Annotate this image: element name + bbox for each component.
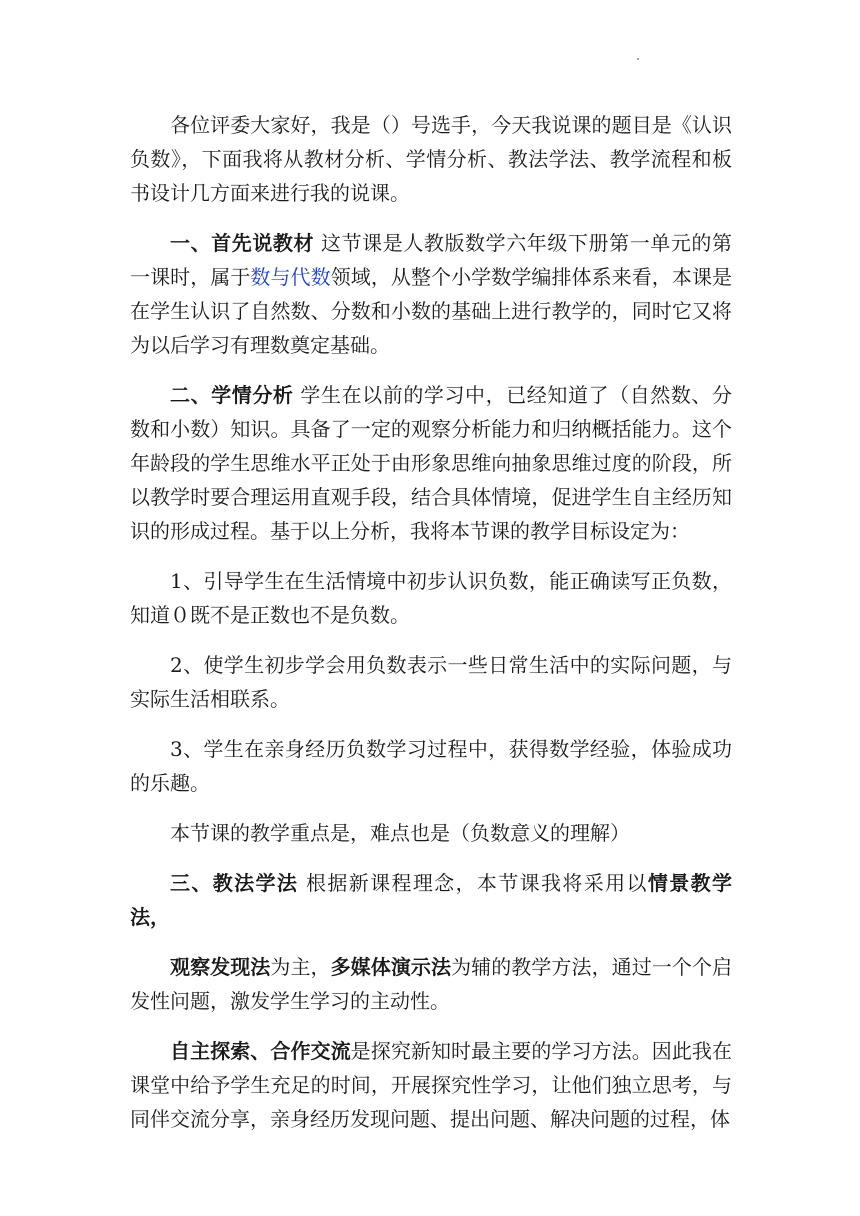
intro-text: 各位评委大家好，我是（）号选手，今天我说课的题目是《认识负数》，下面我将从教材分析、学情分析、教法学法、教学流程和板书设计几方面来进行我的说课。: [130, 113, 732, 205]
learning-method-bold: 自主探索、合作交流: [170, 1039, 351, 1063]
method-multimedia: 多媒体演示法: [330, 955, 452, 979]
method-observation: 观察发现法: [170, 955, 271, 979]
section-methods-text-a: 根据新课程理念，本节课我将采用以: [298, 871, 648, 895]
goal-item: [130, 564, 732, 632]
section-students: [130, 378, 732, 548]
section-learning-methods: [130, 1034, 732, 1136]
key-point-paragraph: [130, 816, 732, 850]
header-dot: [637, 58, 639, 60]
goal-text: 3、学生在亲身经历负数学习过程中，获得数学经验，体验成功的乐趣。: [130, 737, 732, 795]
section-materials: [130, 226, 732, 362]
section-materials-heading: 一、首先说教材: [170, 231, 315, 255]
goal-item: [130, 732, 732, 800]
section-students-heading: 二、学情分析: [170, 383, 294, 407]
section-students-text: 学生在以前的学习中，已经知道了（自然数、分数和小数）知识。具备了一定的观察分析能力和归纳概括能力。这个年龄段的学生思维水平正处于由形象思维向抽象思维过度的阶段，所以教学时要合理运用直观手段，结合具体情境，促进学生自主经历知识的形成过程。基于以上分析，我将本节课的教学目标设定为：: [130, 383, 733, 543]
intro-paragraph: [130, 108, 732, 210]
section-methods-text-c: 为辅的教学方法，通过一个个启发性问题，激发学生学习的主动性。: [130, 955, 733, 1013]
section-methods-text-b: 为主，: [270, 955, 331, 979]
goal-text: 1、引导学生在生活情境中初步认识负数，能正确读写正负数，知道０既不是正数也不是负数。: [130, 569, 732, 627]
section-methods-heading: 三、教法学法: [170, 871, 299, 895]
key-point-text: 本节课的教学重点是，难点也是（负数意义的理解）: [170, 821, 630, 845]
goal-item: [130, 648, 732, 716]
learning-method-text: 是探究新知时最主要的学习方法。因此我在课堂中给予学生充足的时间，开展探究性学习，让他们独立思考，与同伴交流分享，亲身经历发现问题、提出问题、解决问题的过程，体: [130, 1039, 733, 1131]
link-number-algebra[interactable]: 数与代数: [250, 265, 331, 289]
section-methods-line2: [130, 950, 732, 1018]
section-materials-text-b: 领域，从整个小学数学编排体系来看，本课是在学生认识了自然数、分数和小数的基础上进行教学的，同时它又将为以后学习有理数奠定基础。: [130, 265, 733, 357]
section-materials-text-a: 这节课是人教版数学六年级下册第一单元的第一课时，属于: [130, 231, 733, 289]
document-body: [130, 108, 732, 1152]
section-methods-line1: [130, 866, 732, 934]
goal-text: 2、使学生初步学会用负数表示一些日常生活中的实际问题，与实际生活相联系。: [130, 653, 732, 711]
method-scene-teaching: 情景教学法，: [130, 871, 733, 929]
